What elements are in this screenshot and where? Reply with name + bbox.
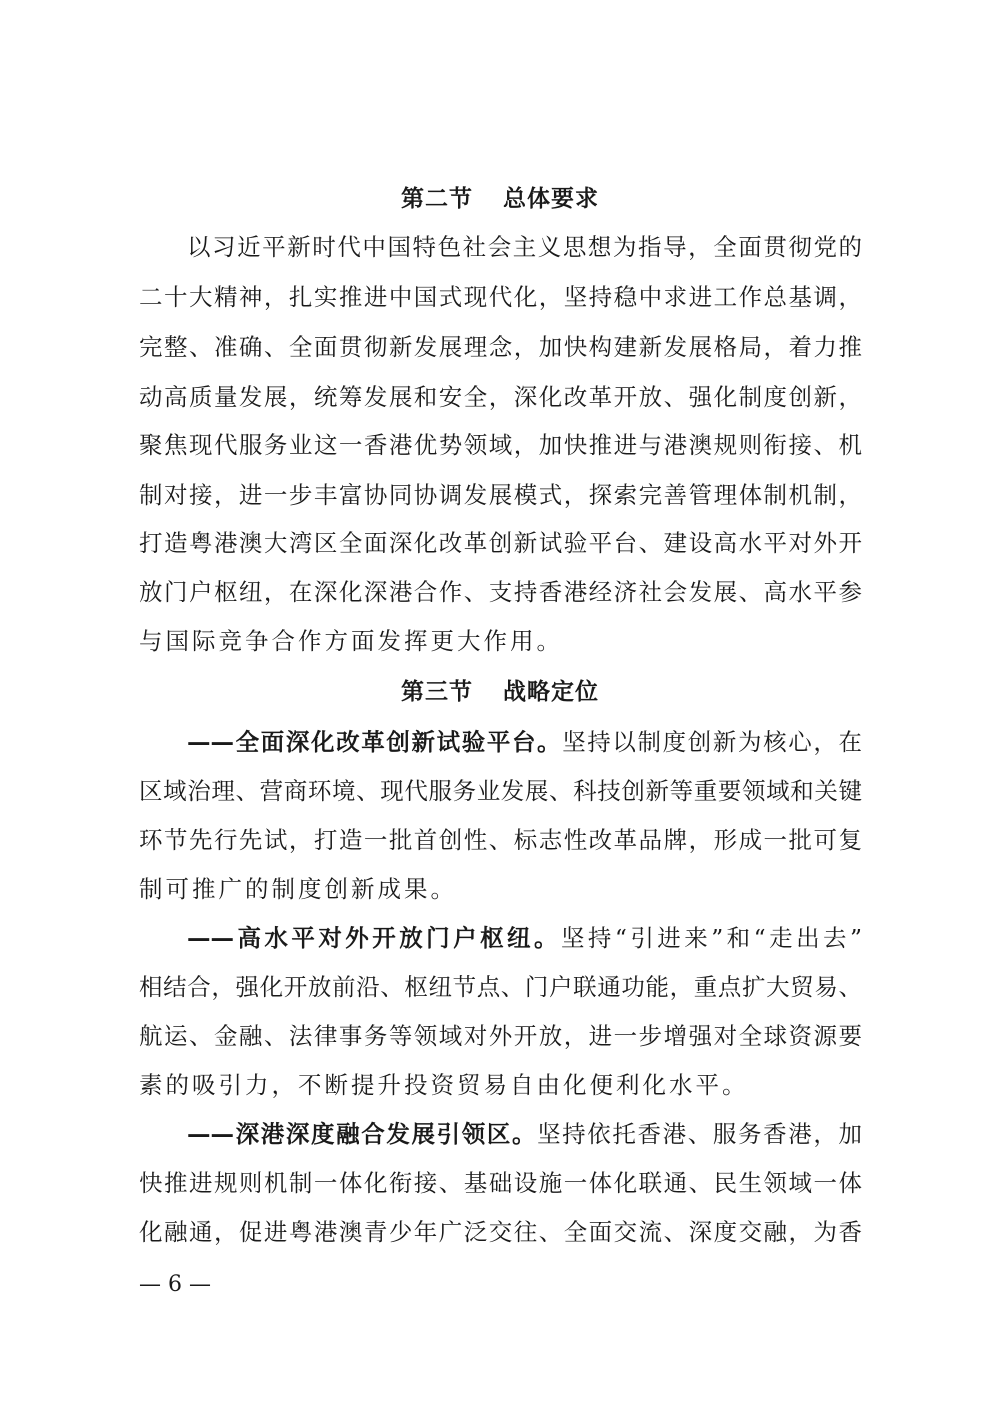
item-2-line-4: 素的吸引力，不断提升投资贸易自由化便利化水平。 [139, 1071, 749, 1099]
item-3-line-3: 化融通，促进粤港澳青少年广泛交往、全面交流、深度交融，为香 [139, 1218, 862, 1246]
section-2-line-6: 制对接，进一步丰富协同协调发展模式，探索完善管理体制机制， [139, 481, 862, 509]
section-2-line-7: 打造粤港澳大湾区全面深化改革创新试验平台、建设高水平对外开 [139, 529, 862, 557]
item-1-line-2: 区域治理、营商环境、现代服务业发展、科技创新等重要领域和关键 [139, 777, 862, 805]
section-3-heading [0, 677, 1000, 707]
item-2-lead: ——高水平对外开放门户枢纽。 [187, 924, 561, 952]
item-1-first-text: 坚持以制度创新为核心，在 [562, 728, 863, 756]
section-2-line-5: 聚焦现代服务业这一香港优势领域，加快推进与港澳规则衔接、机 [139, 431, 862, 459]
section-3-number: 第三节 [401, 679, 473, 705]
section-2-heading [0, 184, 1000, 214]
section-3-title: 战略定位 [503, 679, 599, 705]
item-3-first-text: 坚持依托香港、服务香港，加 [537, 1120, 863, 1148]
section-2-line-3: 完整、准确、全面贯彻新发展理念，加快构建新发展格局，着力推 [139, 333, 862, 361]
item-3-first-line [187, 1109, 862, 1159]
item-2-line-3: 航运、金融、法律事务等领域对外开放，进一步增强对全球资源要 [139, 1022, 862, 1050]
item-1-line-4: 制可推广的制度创新成果。 [139, 875, 457, 903]
section-2-title: 总体要求 [503, 186, 599, 212]
item-3-line-2: 快推进规则机制一体化衔接、基础设施一体化联通、民生领域一体 [139, 1169, 862, 1197]
item-1-line-3: 环节先行先试，打造一批首创性、标志性改革品牌，形成一批可复 [139, 826, 862, 854]
item-2-first-line [187, 913, 862, 963]
item-1-first-line [187, 717, 862, 767]
section-2-line-4: 动高质量发展，统筹发展和安全，深化改革开放、强化制度创新， [139, 383, 862, 411]
item-2-line-2: 相结合，强化开放前沿、枢纽节点、门户联通功能，重点扩大贸易、 [139, 973, 862, 1001]
item-3-lead: ——深港深度融合发展引领区。 [187, 1120, 538, 1148]
item-2-first-text: 坚持“引进来”和“走出去” [560, 924, 862, 952]
section-2-line-9: 与国际竞争合作方面发挥更大作用。 [139, 627, 563, 655]
section-2-number: 第二节 [401, 186, 473, 212]
section-2-line-8: 放门户枢纽，在深化深港合作、支持香港经济社会发展、高水平参 [139, 578, 862, 606]
section-2-line-1: 以习近平新时代中国特色社会主义思想为指导，全面贯彻党的 [187, 233, 862, 261]
section-2-line-2: 二十大精神，扎实推进中国式现代化，坚持稳中求进工作总基调， [139, 283, 862, 311]
item-1-lead: ——全面深化改革创新试验平台。 [187, 728, 563, 756]
page-number: — 6 — [139, 1272, 211, 1297]
